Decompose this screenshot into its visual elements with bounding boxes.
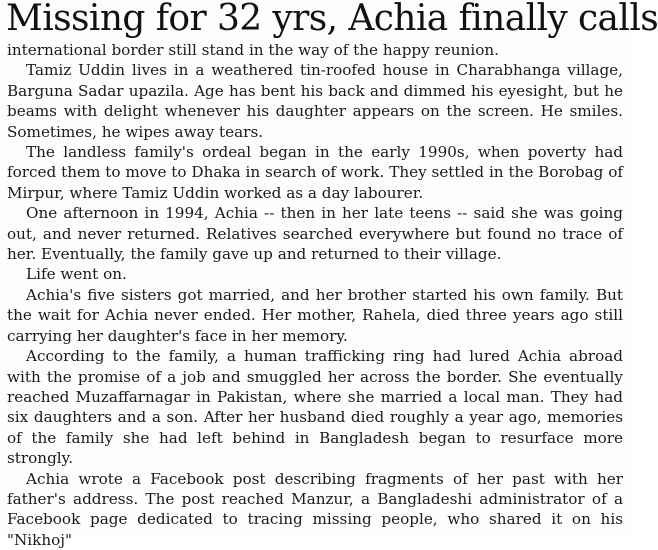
article-paragraph: One afternoon in 1994, Achia -- then in her late teens -- said she was going out, and never returned. Relatives searched everywhere but found no trace of her. Eventually, the family gave up and returned to their village. — [7, 204, 623, 264]
article-paragraph: Achia's five sisters got married, and her brother started his own family. But the wait for Achia never ended. Her mother, Rahela, died three years ago still carrying her daughter's face in her memory. — [7, 285, 623, 345]
article-paragraph: Achia wrote a Facebook post describing fragments of her past with her father's address. The post reached Manzur, a Bangladeshi administrator of a Facebook page dedicated to tracing missing people, who shared it on his "Nikhoj" — [7, 469, 623, 549]
article-paragraph: The landless family's ordeal began in the early 1990s, when poverty had forced them to move to Dhaka in search of work. They settled in the Borobag of Mirpur, where Tamiz Uddin worked as a day labourer. — [7, 143, 623, 202]
article-paragraph: Tamiz Uddin lives in a weathered tin-roofed house in Charabhanga village, Barguna Sadar upazila. Age has bent his back and dimmed his eyesight, but he beams with delight whenever his daughter appears on the screen. He smiles. Sometimes, he wipes away tears. — [7, 61, 623, 141]
article-paragraph: According to the family, a human trafficking ring had lured Achia abroad with the promise of a job and smuggled her across the border. She eventually reached Muzaffarnagar in Pakistan, where she married a local man. They had six daughters and a son. After her husband died roughly a year ago, memories of the family she had left behind in Bangladesh began to resurface more strongly. — [7, 347, 623, 468]
article-body — [7, 40, 623, 550]
article-paragraph: Life went on. — [26, 265, 127, 284]
article-headline: Missing for 32 yrs, Achia finally calls — [6, 0, 658, 39]
article-paragraph: international border still stand in the way of the happy reunion. — [7, 41, 499, 59]
